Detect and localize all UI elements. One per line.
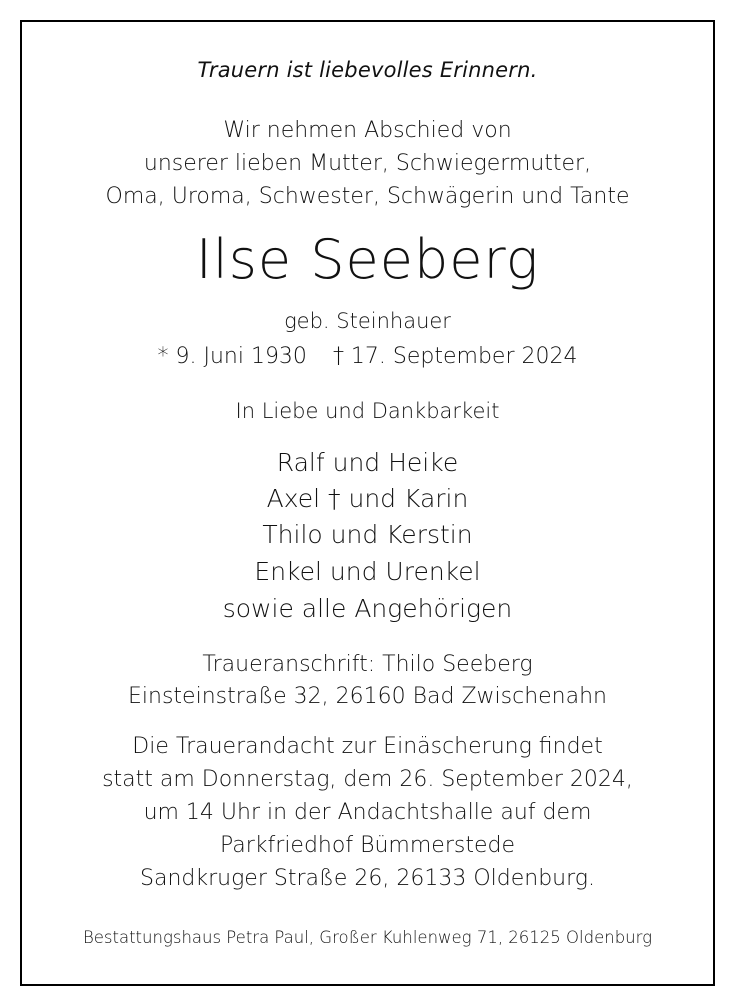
mourner-line-4: Enkel und Urenkel xyxy=(254,557,481,586)
intro-line-3: Oma, Uroma, Schwester, Schwägerin und Tante xyxy=(105,184,630,209)
thanks-line: In Liebe und Dankbarkeit xyxy=(235,399,500,423)
motto: Trauern ist liebevolles Erinnern. xyxy=(197,58,538,82)
maiden-name: geb. Steinhauer xyxy=(284,309,451,333)
death-date: † 17. September 2024 xyxy=(332,344,578,369)
ceremony-line-3: um 14 Uhr in der Andachtshalle auf dem xyxy=(143,800,592,825)
address-line-1: Traueranschrift: Thilo Seeberg xyxy=(202,652,533,677)
ceremony-line-1: Die Trauerandacht zur Einäscherung findet xyxy=(132,734,603,759)
mourner-line-2: Axel † und Karin xyxy=(266,484,469,513)
address-line-2: Einsteinstraße 32, 26160 Bad Zwischenahn xyxy=(128,684,607,709)
mourner-line-3: Thilo und Kerstin xyxy=(262,520,473,549)
funeral-home-footer: Bestattungshaus Petra Paul, Großer Kuhlenweg 71, 26125 Oldenburg xyxy=(82,928,653,947)
deceased-name: Ilse Seeberg xyxy=(195,228,540,291)
ceremony-line-5: Sandkruger Straße 26, 26133 Oldenburg. xyxy=(140,866,595,891)
ceremony-line-4: Parkfriedhof Bümmerstede xyxy=(219,833,515,858)
obituary-frame xyxy=(20,20,715,986)
ceremony-line-2: statt am Donnerstag, dem 26. September 2024, xyxy=(102,767,633,792)
intro-line-1: Wir nehmen Abschied von xyxy=(223,118,512,143)
mourner-line-1: Ralf und Heike xyxy=(276,448,459,477)
mourner-line-5: sowie alle Angehörigen xyxy=(222,594,513,623)
life-dates xyxy=(22,344,713,369)
birth-date: * 9. Juni 1930 xyxy=(157,344,307,369)
intro-line-2: unserer lieben Mutter, Schwiegermutter, xyxy=(143,151,592,176)
